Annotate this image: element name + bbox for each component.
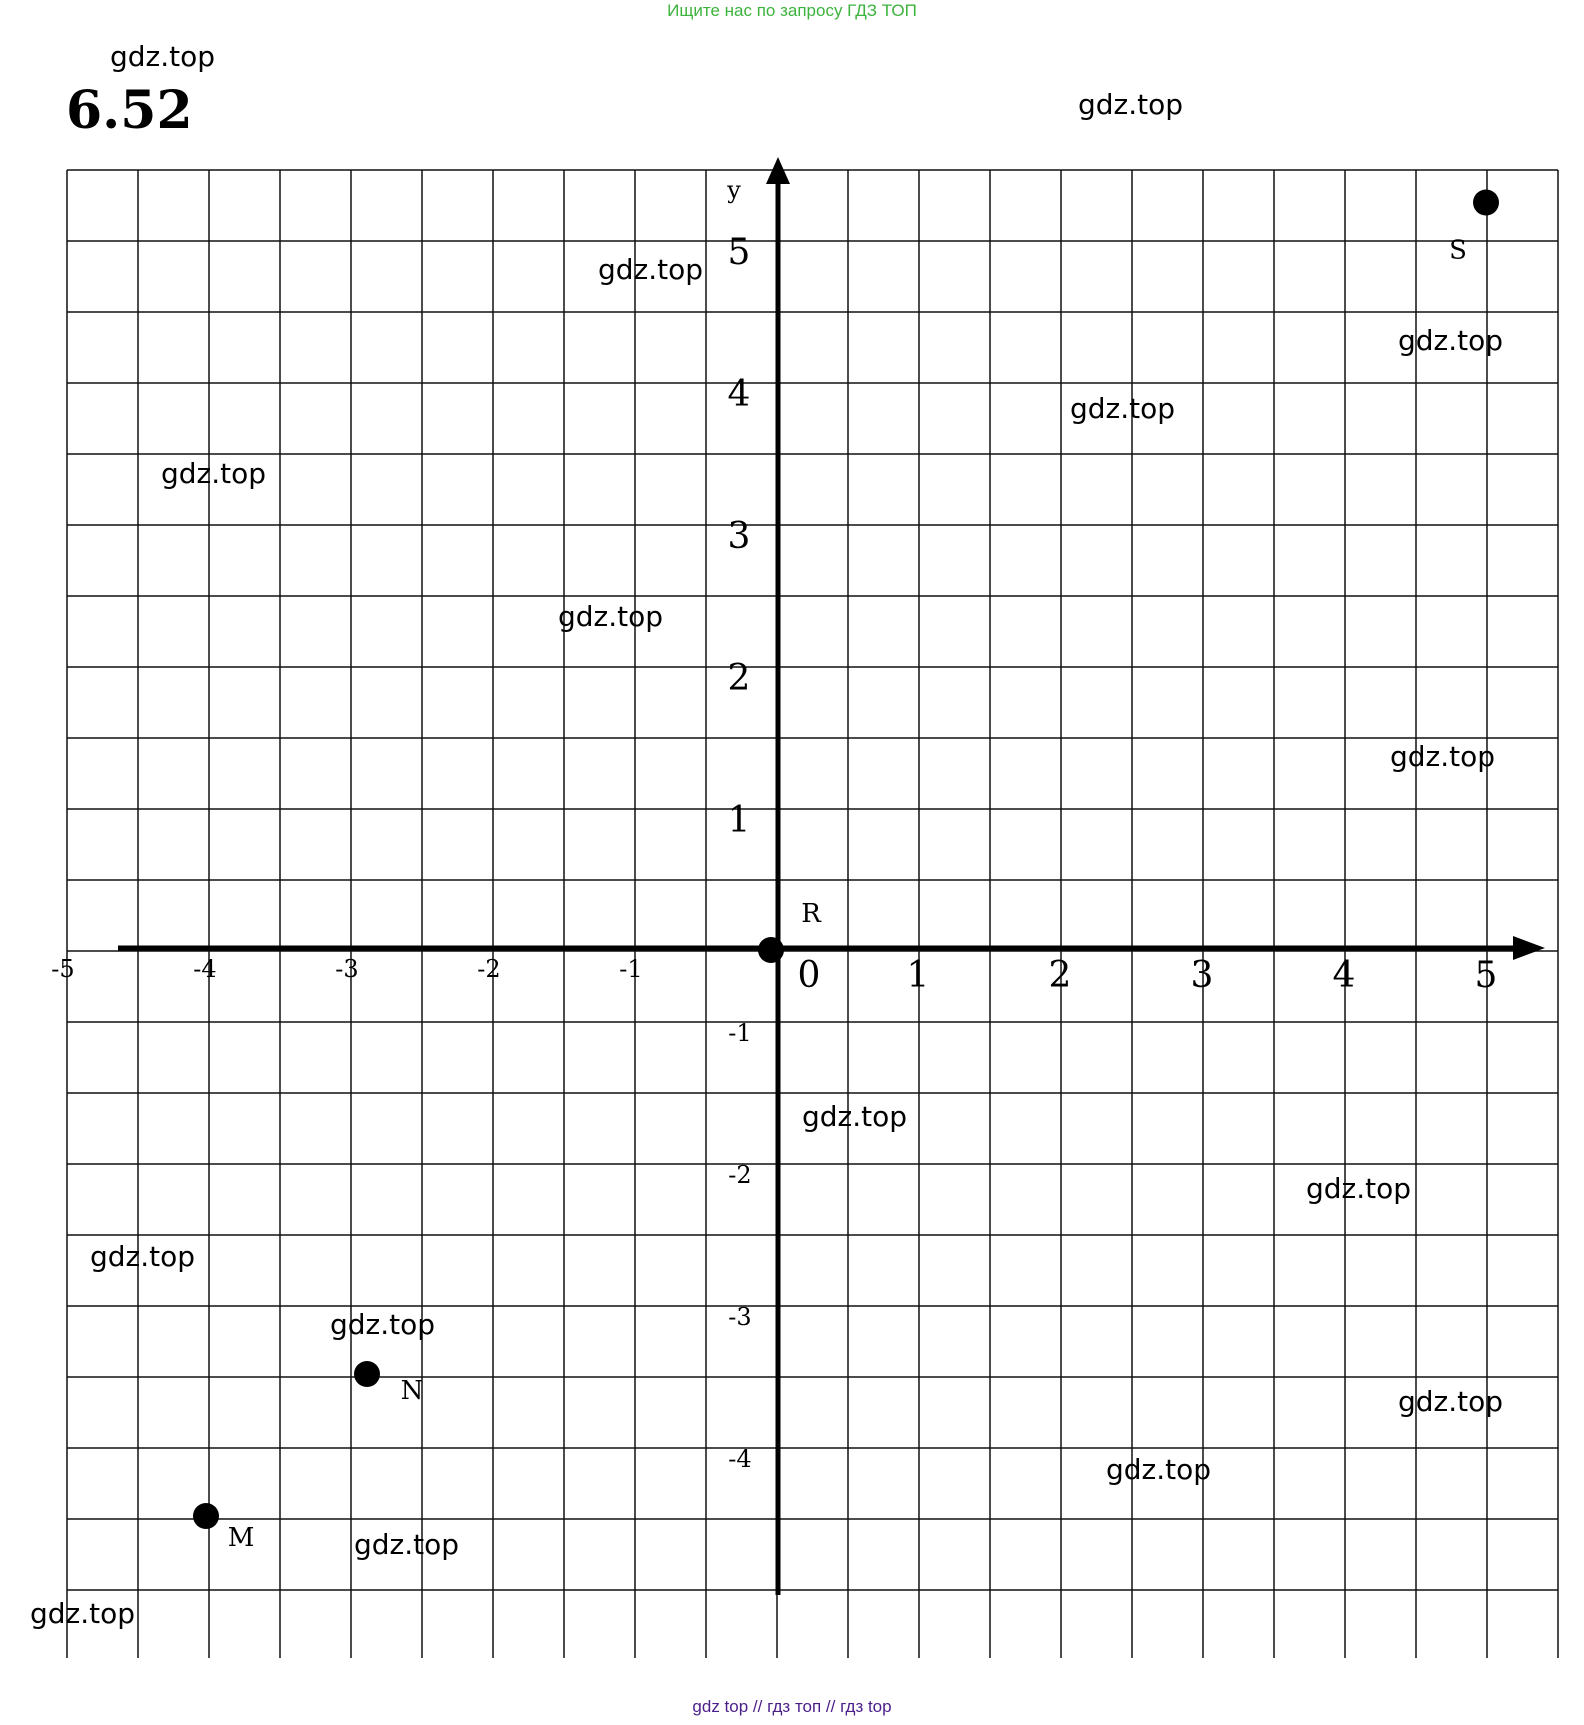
watermark: gdz.top <box>1390 740 1496 773</box>
watermark: gdz.top <box>90 1240 196 1273</box>
point-label-s: S <box>1449 235 1467 266</box>
x-tick-label: 4 <box>1332 955 1356 996</box>
point-label-r: R <box>801 899 821 929</box>
y-tick-label: -2 <box>728 1161 752 1189</box>
tick-labels <box>51 176 1497 1473</box>
y-tick-label: 3 <box>727 516 751 557</box>
x-tick-label: 1 <box>906 955 930 996</box>
y-tick-label: 2 <box>727 658 751 699</box>
point-r <box>758 937 784 963</box>
x-tick-label: -3 <box>335 955 359 983</box>
watermark: gdz.top <box>1306 1172 1412 1205</box>
y-tick-label: 1 <box>727 800 751 841</box>
watermark: gdz.top <box>1106 1453 1212 1486</box>
watermark: gdz.top <box>330 1308 436 1341</box>
y-axis-label: y <box>727 176 741 204</box>
watermark: gdz.top <box>598 253 704 286</box>
x-tick-label: -2 <box>477 955 501 983</box>
x-tick-label: 3 <box>1190 955 1214 996</box>
points <box>193 190 1499 1554</box>
y-tick-label: 5 <box>727 232 751 273</box>
watermark: gdz.top <box>1398 324 1504 357</box>
bottom-banner: gdz top // гдз топ // гдз top <box>692 1697 892 1716</box>
problem-number: 6.52 <box>66 80 193 141</box>
point-label-m: M <box>227 1523 255 1553</box>
watermark: gdz.top <box>30 1597 136 1630</box>
x-tick-label: -4 <box>193 955 217 983</box>
y-tick-label: 4 <box>727 374 751 415</box>
x-tick-label: 5 <box>1474 955 1498 996</box>
watermark: gdz.top <box>1070 392 1176 425</box>
x-tick-label: -1 <box>619 955 643 983</box>
y-tick-label: -3 <box>728 1303 752 1331</box>
watermark: gdz.top <box>1078 88 1184 121</box>
y-tick-label: -4 <box>728 1445 752 1473</box>
x-axis-arrow <box>1513 936 1545 960</box>
watermark: gdz.top <box>802 1100 908 1133</box>
axes <box>118 157 1545 1595</box>
y-tick-label: -1 <box>728 1019 752 1047</box>
point-m <box>193 1503 219 1529</box>
watermark: gdz.top <box>558 600 664 633</box>
x-tick-label: -5 <box>51 955 75 983</box>
point-label-n: N <box>400 1376 424 1406</box>
origin-label: 0 <box>797 955 821 996</box>
watermark: gdz.top <box>161 457 267 490</box>
watermark: gdz.top <box>110 40 216 73</box>
point-s <box>1473 190 1499 216</box>
watermark: gdz.top <box>354 1528 460 1561</box>
x-tick-label: 2 <box>1048 955 1072 996</box>
top-banner: Ищите нас по запросу ГДЗ ТОП <box>667 1 917 20</box>
watermark: gdz.top <box>1398 1385 1504 1418</box>
point-n <box>354 1361 380 1387</box>
